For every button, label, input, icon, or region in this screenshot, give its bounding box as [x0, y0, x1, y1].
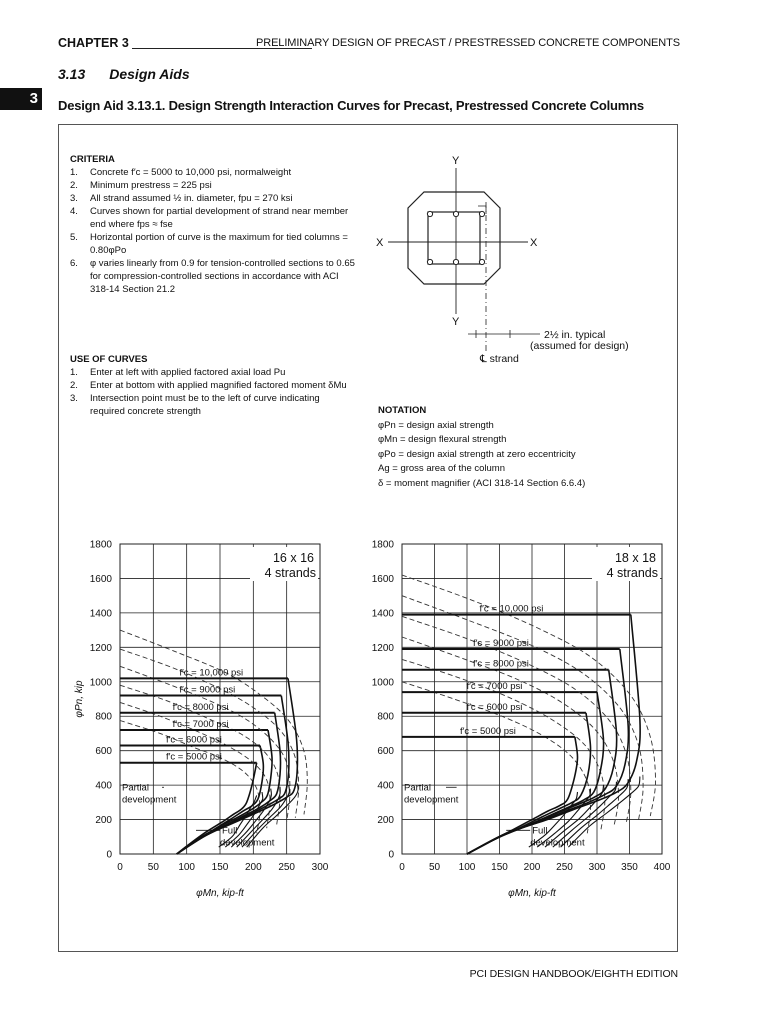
y-tick-label: 400 — [95, 780, 112, 792]
y-tick-label: 400 — [377, 780, 394, 792]
series-label: f′c = 8000 psi — [172, 701, 229, 713]
axis-label-y-bottom: Y — [452, 316, 460, 328]
x-tick-label: 200 — [523, 862, 541, 873]
axis-label-y-top: Y — [452, 155, 460, 167]
x-tick-label: 0 — [117, 862, 123, 873]
chart-title: 18 x 18 — [614, 551, 656, 565]
series-group — [402, 616, 631, 854]
list-item: 2. Enter at bottom with applied magnified factored moment δMu — [70, 380, 347, 391]
chart-grid — [402, 544, 662, 854]
list-item: 4. Curves shown for partial development of strand near member end where fps ≈ fse — [70, 206, 349, 230]
x-tick-label: 250 — [556, 862, 573, 873]
list-item: 1. Concrete f′c = 5000 to 10,000 psi, normalweight — [70, 167, 292, 178]
series-label: f′c = 5000 psi — [460, 725, 516, 737]
x-axis-label: φMn, kip-ft — [196, 888, 244, 899]
chart-title: 16 x 16 — [272, 551, 314, 565]
strand-cage — [428, 212, 480, 264]
series-group — [402, 596, 643, 854]
series-label: f′c = 9000 psi — [473, 638, 529, 650]
notation-item: φMn = design flexural strength — [378, 434, 507, 446]
criteria-block — [70, 153, 355, 296]
y-tick-label: 800 — [95, 711, 112, 723]
x-axis-label: φMn, kip-ft — [508, 888, 556, 899]
series-label: f′c = 10,000 psi — [479, 603, 544, 615]
strand-dot — [453, 259, 458, 264]
annotation-full: Full — [532, 825, 548, 837]
x-tick-label: 100 — [458, 862, 476, 873]
axis-label-x-left: X — [376, 237, 384, 249]
series-label: f′c = 5000 psi — [166, 751, 222, 763]
annotation-full-2: development — [220, 837, 275, 849]
y-tick-label: 1800 — [371, 539, 394, 551]
chart-grid — [120, 544, 320, 854]
column-section-diagram — [360, 150, 650, 370]
page-footer: PCI DESIGN HANDBOOK/EIGHTH EDITION — [469, 968, 678, 980]
x-tick-label: 300 — [588, 862, 606, 873]
y-tick-label: 0 — [388, 849, 394, 861]
section-heading — [58, 66, 190, 82]
y-tick-label: 1600 — [371, 573, 394, 585]
x-tick-label: 150 — [491, 862, 508, 873]
section-title: Design Aids — [109, 66, 190, 82]
annotation-partial-2: development — [122, 794, 177, 806]
cover-label-note: (assumed for design) — [530, 340, 629, 352]
header-title: PRELIMINARY DESIGN OF PRECAST / PRESTRESSED CONCRETE COMPONENTS — [255, 37, 680, 49]
y-tick-label: 1200 — [89, 642, 112, 654]
use-of-curves-heading: USE OF CURVES — [70, 354, 148, 365]
x-tick-label: 200 — [244, 862, 262, 873]
criteria-heading: CRITERIA — [70, 154, 115, 165]
y-tick-label: 200 — [95, 815, 112, 827]
section-number: 3.13 — [58, 66, 86, 82]
series-label: f′c = 8000 psi — [473, 658, 529, 670]
y-tick-label: 1600 — [89, 573, 112, 585]
x-tick-label: 250 — [278, 862, 296, 873]
series-label: f′c = 6000 psi — [466, 701, 523, 713]
use-of-curves-block — [70, 353, 355, 418]
strand-dot — [427, 211, 432, 216]
notation-heading: NOTATION — [378, 405, 427, 416]
x-tick-label: 350 — [621, 862, 638, 873]
annotation-full-2: development — [530, 837, 585, 849]
x-tick-label: 0 — [399, 862, 405, 873]
notation-item: Ag = gross area of the column — [378, 463, 506, 475]
chart-subtitle: 4 strands — [264, 566, 316, 580]
chapter-tab: 3 — [0, 88, 42, 110]
strand-dot — [453, 211, 458, 216]
x-tick-label: 50 — [147, 862, 159, 873]
strand-dot — [479, 259, 484, 264]
strand-dot — [479, 211, 484, 216]
y-tick-label: 1200 — [371, 642, 394, 654]
list-item: 3. Intersection point must be to the left of curve indicating required concrete strength — [70, 393, 320, 417]
series-group — [402, 575, 656, 854]
cover-label: 2½ in. typical — [544, 329, 606, 341]
x-tick-label: 100 — [178, 862, 196, 873]
annotation-partial-2: development — [404, 794, 459, 806]
list-item: 5. Horizontal portion of curve is the maximum for tied columns = 0.80φPo — [70, 232, 348, 256]
series-label: f′c = 7000 psi — [466, 681, 523, 693]
strand-dot — [427, 259, 432, 264]
x-tick-label: 400 — [653, 862, 670, 873]
notation-item: δ = moment magnifier (ACI 318-14 Section 6.6.4) — [378, 477, 586, 489]
series-label: f′c = 7000 psi — [172, 719, 229, 730]
y-tick-label: 1400 — [371, 608, 394, 620]
x-tick-label: 150 — [211, 862, 229, 873]
annotation-partial: Partial — [404, 782, 431, 794]
x-tick-label: 300 — [311, 862, 329, 873]
page-header — [58, 34, 680, 52]
strand-label: ℄ strand — [480, 353, 519, 365]
list-item: 1. Enter at left with applied factored axial load Pu — [70, 367, 286, 378]
notation-item: φPo = design axial strength at zero eccentricity — [378, 448, 576, 460]
y-tick-label: 1000 — [371, 677, 394, 689]
y-tick-label: 600 — [377, 746, 394, 758]
series-label: f′c = 9000 psi — [179, 684, 236, 696]
notation-item: φPn = design axial strength — [378, 419, 494, 431]
annotation-partial: Partial — [122, 782, 149, 794]
design-aid-title: Design Aid 3.13.1. Design Strength Interaction Curves for Precast, Prestressed Concrete Columns — [58, 98, 644, 113]
y-tick-label: 800 — [377, 711, 394, 723]
chart-subtitle: 4 strands — [606, 566, 658, 580]
interaction-chart-16x16 — [58, 530, 338, 900]
chapter-label: CHAPTER 3 — [58, 36, 129, 50]
series-label: f′c = 6000 psi — [166, 734, 222, 746]
x-tick-label: 50 — [428, 862, 441, 873]
list-item: 2. Minimum prestress = 225 psi — [70, 180, 212, 191]
y-tick-label: 0 — [106, 849, 112, 861]
series-label: f′c = 10,000 psi — [179, 667, 244, 679]
annotation-full: Full — [222, 825, 238, 837]
axis-label-x-right: X — [530, 237, 538, 249]
y-tick-label: 1000 — [89, 677, 112, 689]
list-item: 3. All strand assumed ½ in. diameter, fpu = 270 ksi — [70, 193, 293, 204]
y-axis-label: φPn, kip — [74, 680, 85, 718]
y-tick-label: 600 — [95, 746, 112, 758]
notation-block — [378, 404, 668, 492]
y-tick-label: 1400 — [89, 608, 112, 620]
use-of-curves-list — [70, 366, 355, 418]
y-tick-label: 200 — [377, 815, 394, 827]
interaction-chart-18x18 — [340, 530, 670, 900]
list-item: 6. φ varies linearly from 0.9 for tension-controlled sections to 0.65 for compression-controlled sections in accordance with ACI 318-14 Section 21.2 — [70, 258, 355, 295]
strength-curve — [467, 649, 628, 854]
criteria-list — [70, 166, 355, 296]
y-tick-label: 1800 — [89, 539, 112, 551]
